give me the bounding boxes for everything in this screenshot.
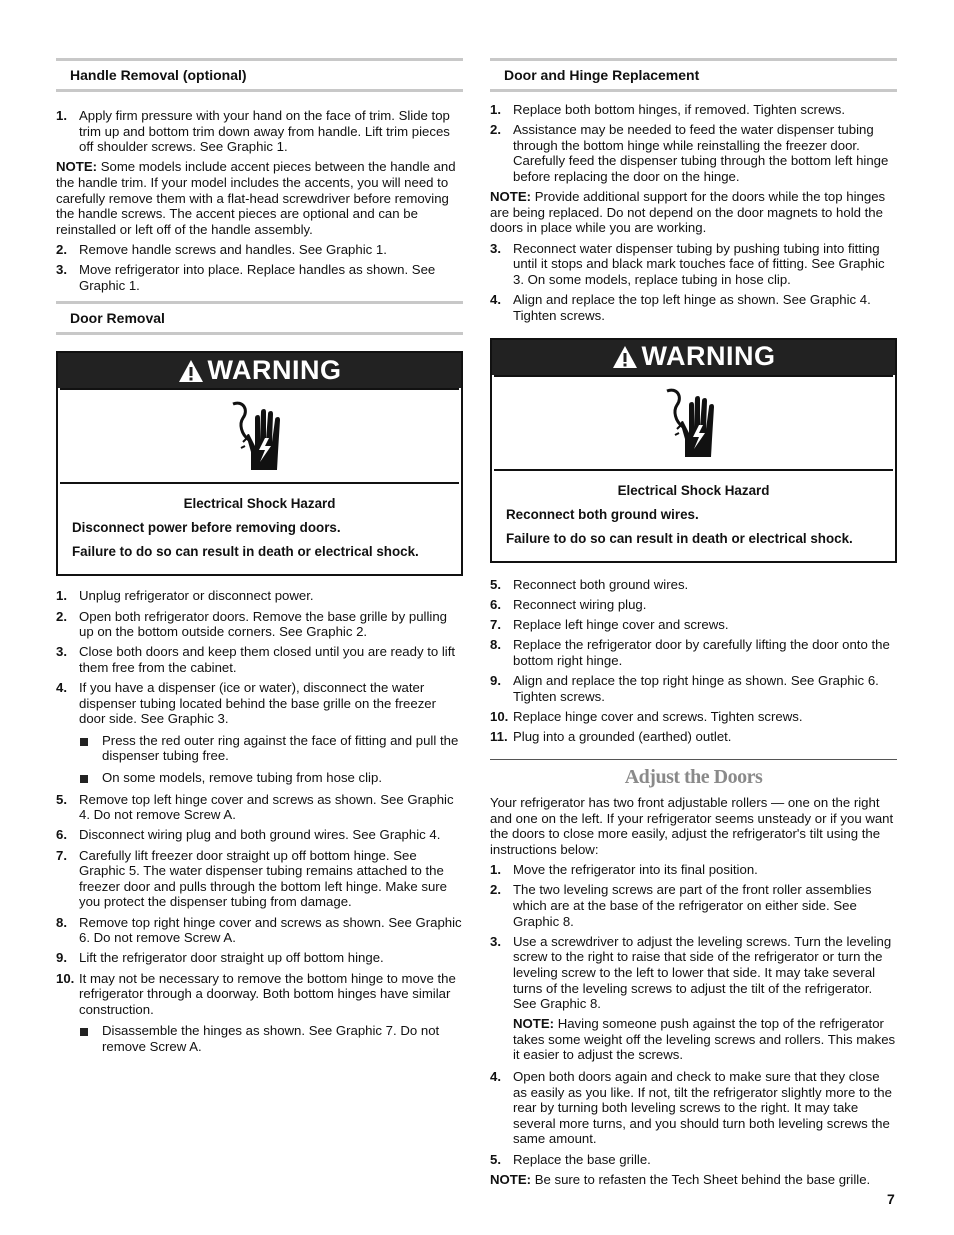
step-text: Plug into a grounded (earthed) outlet. <box>513 729 732 744</box>
handle-note <box>56 159 463 237</box>
warning-triangle-icon <box>178 359 204 383</box>
step-number: 1. <box>56 588 67 604</box>
step-text: The two leveling screws are part of the front roller assemblies which are at the base of the refrigerator on either side. See Graphic 8. <box>513 882 872 929</box>
list-item <box>56 680 463 727</box>
list-item <box>490 729 897 745</box>
note-text: Be sure to refasten the Tech Sheet behind the base grille. <box>531 1171 871 1187</box>
warning-title-text: WARNING <box>207 355 342 386</box>
list-item <box>56 792 463 823</box>
final-note <box>490 1172 897 1188</box>
step-text: Carefully lift freezer door straight up off bottom hinge. See Graphic 5. The water dispenser tubing remains attached to the freezer door and pulls through the bottom left hinge. Make sure you protect the dispenser tubing from damage. <box>79 847 448 910</box>
bullet-item <box>56 1023 463 1054</box>
hinge-steps-list-a <box>490 102 897 185</box>
step-text: Assistance may be needed to feed the water dispenser tubing through the bottom hinge while reinstalling the freezer door. Carefully feed the dispenser tubing through the bottom left hinge before replacing the door on the hinge. <box>513 122 889 184</box>
bullet-item <box>56 770 463 786</box>
note-label: NOTE: <box>490 1171 532 1187</box>
step-number: 6. <box>56 827 67 843</box>
section-heading-door-hinge-replacement: Door and Hinge Replacement <box>490 58 897 92</box>
warning-line-2: Failure to do so can result in death or electrical shock. <box>506 530 853 546</box>
warning-box-reconnect <box>490 338 897 563</box>
adjust-steps-list-b <box>490 1069 897 1167</box>
warning-line-1: Reconnect both ground wires. <box>506 506 699 522</box>
square-bullet-icon <box>80 775 88 783</box>
door-steps-list-a <box>56 588 463 727</box>
warning-box-disconnect <box>56 351 463 576</box>
warning-title <box>58 353 461 388</box>
right-column <box>490 58 897 1192</box>
step-text: Replace the refrigerator door by carefully lifting the door onto the bottom right hinge. <box>513 637 890 668</box>
step-text: Move the refrigerator into its final position. <box>513 862 758 878</box>
list-item <box>490 617 897 633</box>
step-number: 6. <box>490 596 501 612</box>
step-text: Replace left hinge cover and screws. <box>513 617 729 633</box>
list-item <box>490 1152 897 1168</box>
list-item <box>490 934 897 1012</box>
step-number: 2. <box>490 122 501 138</box>
adjust-steps-list-a <box>490 862 897 1012</box>
list-item <box>490 709 897 725</box>
step-number: 2. <box>56 241 67 257</box>
note-label: NOTE: <box>513 1016 555 1032</box>
step-number: 5. <box>490 1151 501 1167</box>
list-item <box>490 292 897 323</box>
electrical-shock-hand-icon <box>60 388 459 484</box>
step-number: 1. <box>490 862 501 878</box>
step-number: 10. <box>490 708 509 724</box>
note-label: NOTE: <box>490 189 532 205</box>
list-item <box>490 241 897 288</box>
list-item <box>490 673 897 704</box>
step-number: 2. <box>490 882 501 898</box>
adjust-subnote <box>490 1016 897 1063</box>
step-number: 3. <box>490 240 501 256</box>
step-text: Open both doors again and check to make sure that they close as easily as you like. If not, tilt the refrigerator slightly more to the rear by turning both leveling screws to the right. It may take several more turns, and you should turn both leveling screws the same amount. <box>513 1069 892 1147</box>
electrical-shock-hand-icon <box>494 375 893 471</box>
step-number: 7. <box>490 617 501 633</box>
step-text: It may not be necessary to remove the bottom hinge to move the refrigerator through a doorway. Both bottom hinges have similar construction. <box>79 970 456 1017</box>
door-bullets-a <box>56 733 463 786</box>
step-number: 3. <box>56 262 67 278</box>
step-text: If you have a dispenser (ice or water), disconnect the water dispenser tubing located behind the base grille on the freezer door side. See Graphic 3. <box>79 680 437 727</box>
section-heading-adjust-doors: Adjust the Doors <box>624 765 763 788</box>
step-number: 8. <box>490 637 501 653</box>
hinge-note <box>490 189 897 236</box>
list-item <box>56 588 463 604</box>
step-text: Lift the refrigerator door straight up off bottom hinge. <box>79 950 384 966</box>
note-text: Provide additional support for the doors while the top hinges are being replaced. Do not depend on the door magnets to hold the doors in place while you are working. <box>490 189 886 236</box>
warning-title-text: WARNING <box>641 341 776 372</box>
section-heading-handle-removal: Handle Removal (optional) <box>56 58 463 92</box>
step-number: 4. <box>490 291 501 307</box>
note-text: Some models include accent pieces between the handle and the handle trim. If your model includes the accents, you will need to carefully remove them with a flat-head screwdriver before removing the handle screws. The accent pieces are optional and can be reinstalled or left off of the handle assembly. <box>56 159 456 237</box>
step-text: Replace the base grille. <box>513 1151 651 1167</box>
warning-body <box>492 471 895 561</box>
step-number: 9. <box>490 673 501 689</box>
step-text: Reconnect water dispenser tubing by pushing tubing into fitting until it stops and black mark touches face of fitting. See Graphic 3. On some models, replace tubing in hose clip. <box>513 240 885 287</box>
list-item <box>56 971 463 1018</box>
square-bullet-icon <box>80 738 88 746</box>
step-number: 1. <box>56 108 67 123</box>
bullet-text: Disassemble the hinges as shown. See Graphic 7. Do not remove Screw A. <box>102 1023 440 1054</box>
handle-steps-list-2 <box>56 242 463 293</box>
note-label: NOTE: <box>56 159 98 175</box>
step-number: 3. <box>56 644 67 660</box>
adjust-intro: Your refrigerator has two front adjustable rollers — one on the right and one on the left. If your refrigerator seems unsteady or if you want the doors to close more easily, adjust the refrigerator's tilt using the instructions below: <box>490 795 894 857</box>
list-item <box>490 882 897 929</box>
step-text: Open both refrigerator doors. Remove the base grille by pulling up on the bottom outside corners. See Graphic 2. <box>79 608 447 640</box>
step-text: Remove top left hinge cover and screws as shown. See Graphic 4. Do not remove Screw A. <box>79 791 454 823</box>
step-text: Apply firm pressure with your hand on the face of trim. Slide top trim up and bottom trim down away from handle. Lift trim pieces off shoulder screws. See Graphic 1. <box>79 108 450 155</box>
list-item <box>490 597 897 613</box>
step-number: 2. <box>56 608 67 624</box>
step-number: 5. <box>490 576 501 592</box>
door-bullets-b <box>56 1023 463 1054</box>
door-steps-list-b <box>56 792 463 1018</box>
step-text: Use a screwdriver to adjust the leveling screws. Turn the leveling screw to the right to raise that side of the refrigerator or turn the leveling screw to the left to lower that side. It may take several turns of the leveling screws to adjust the tilt of the refrigerator. See Graphic 8. <box>513 933 892 1012</box>
hinge-steps-list-b <box>490 241 897 324</box>
list-item <box>56 827 463 843</box>
list-item <box>56 915 463 946</box>
step-number: 7. <box>56 847 67 863</box>
step-text: Align and replace the top right hinge as shown. See Graphic 6. Tighten screws. <box>513 673 879 704</box>
step-number: 10. <box>56 970 75 986</box>
step-number: 4. <box>490 1069 501 1085</box>
step-number: 5. <box>56 791 67 807</box>
bullet-item <box>56 733 463 764</box>
step-text: Remove handle screws and handles. See Graphic 1. <box>79 241 387 257</box>
step-number: 1. <box>490 102 501 117</box>
list-item <box>56 950 463 966</box>
step-number: 11. <box>490 729 508 744</box>
hazard-label: Electrical Shock Hazard <box>183 496 336 512</box>
step-text: Align and replace the top left hinge as shown. See Graphic 4. Tighten screws. <box>513 291 871 323</box>
step-text: Close both doors and keep them closed until you are ready to lift them free from the cabinet. <box>79 644 456 675</box>
list-item <box>490 862 897 878</box>
step-text: Replace hinge cover and screws. Tighten screws. <box>513 708 803 724</box>
list-item <box>490 122 897 184</box>
step-text: Replace both bottom hinges, if removed. Tighten screws. <box>513 102 846 117</box>
warning-line-2: Failure to do so can result in death or electrical shock. <box>72 544 419 560</box>
warning-triangle-icon <box>612 345 638 369</box>
step-text: Disconnect wiring plug and both ground wires. See Graphic 4. <box>79 827 441 843</box>
step-text: Remove top right hinge cover and screws as shown. See Graphic 6. Do not remove Screw A. <box>79 914 462 946</box>
list-item <box>490 637 897 668</box>
step-text: Unplug refrigerator or disconnect power. <box>79 588 314 604</box>
page-number: 7 <box>887 1191 895 1207</box>
list-item <box>56 108 463 155</box>
step-number: 9. <box>56 950 67 966</box>
step-number: 3. <box>490 933 501 949</box>
note-text: Having someone push against the top of the refrigerator takes some weight off the leveling screws and rollers. This makes it easier to adjust the screws. <box>513 1016 896 1063</box>
handle-steps-list <box>56 108 463 155</box>
list-item <box>56 242 463 258</box>
warning-title <box>492 340 895 375</box>
hinge-steps-list-c <box>490 577 897 745</box>
step-number: 4. <box>56 680 67 696</box>
warning-body <box>58 484 461 574</box>
bullet-text: On some models, remove tubing from hose clip. <box>102 770 382 786</box>
hazard-label: Electrical Shock Hazard <box>617 482 770 498</box>
square-bullet-icon <box>80 1028 88 1036</box>
step-number: 8. <box>56 914 67 930</box>
section-heading-door-removal: Door Removal <box>56 301 463 335</box>
list-item <box>490 102 897 118</box>
warning-line-1: Disconnect power before removing doors. <box>72 520 341 536</box>
section-divider <box>490 759 897 760</box>
list-item <box>490 577 897 593</box>
step-text: Reconnect wiring plug. <box>513 596 647 612</box>
list-item <box>56 262 463 293</box>
left-column <box>56 58 463 1061</box>
bullet-text: Press the red outer ring against the face of fitting and pull the dispenser tubing free. <box>102 732 459 764</box>
list-item <box>490 1069 897 1147</box>
step-text: Move refrigerator into place. Replace handles as shown. See Graphic 1. <box>79 262 436 293</box>
list-item <box>56 644 463 675</box>
step-text: Reconnect both ground wires. <box>513 576 689 592</box>
list-item <box>56 848 463 910</box>
list-item <box>56 609 463 640</box>
